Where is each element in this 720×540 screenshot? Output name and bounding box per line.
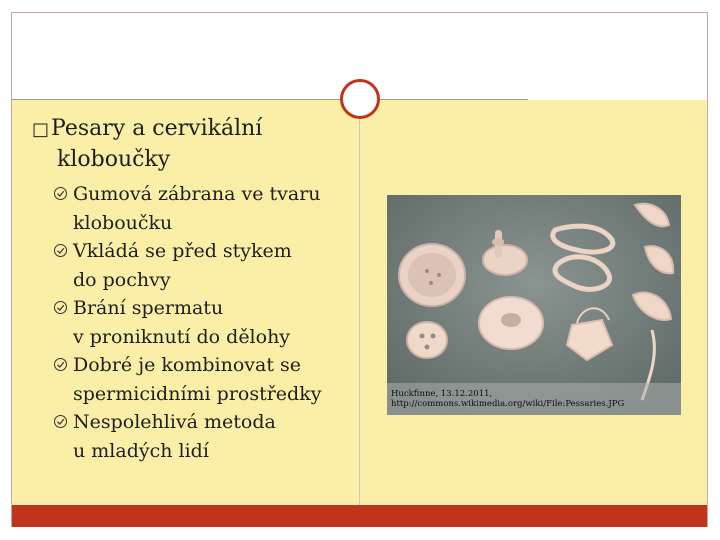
bullet-line-2: v proniknutí do dělohy — [73, 325, 291, 348]
bullet-line-2: u mladých lidí — [73, 439, 209, 462]
circle-check-bullet-icon — [53, 300, 68, 315]
column-divider — [359, 118, 360, 505]
bullet-line-1: Brání spermatu — [73, 297, 224, 319]
caption-line-1: Huckfinne, 13.12.2011, — [391, 389, 493, 399]
circle-ornament-icon — [340, 79, 380, 119]
bullet-item — [53, 408, 353, 465]
circle-check-bullet-icon — [53, 357, 68, 372]
heading-line-1: Pesary a cervikální — [51, 116, 263, 141]
bullet-line-2: kloboučku — [73, 211, 173, 234]
section-heading — [32, 114, 352, 175]
square-bullet-icon: □ — [32, 119, 50, 140]
pessaries-illustration — [387, 195, 681, 415]
bullet-line-1: Gumová zábrana ve tvaru — [73, 183, 321, 205]
circle-check-bullet-icon — [53, 186, 68, 201]
bullet-item — [53, 294, 353, 351]
bullet-item — [53, 351, 353, 408]
circle-check-bullet-icon — [53, 414, 68, 429]
photo-caption — [391, 389, 624, 409]
title-divider-right — [380, 99, 528, 100]
bullet-list — [53, 180, 353, 465]
bullet-line-2: spermicidními prostředky — [73, 382, 322, 405]
heading-line-2: kloboučky — [57, 147, 171, 172]
bullet-line-1: Nespolehlivá metoda — [73, 411, 276, 433]
circle-check-bullet-icon — [53, 243, 68, 258]
pessaries-photo — [387, 195, 681, 415]
title-divider-left — [12, 99, 342, 100]
bullet-item — [53, 237, 353, 294]
bullet-item — [53, 180, 353, 237]
bullet-line-2: do pochvy — [73, 268, 171, 291]
bullet-line-1: Dobré je kombinovat se — [73, 354, 301, 376]
footer-bar — [12, 505, 707, 527]
caption-line-2: http://commons.wikimedia.org/wiki/File:Pessaries.JPG — [391, 399, 625, 409]
bullet-line-1: Vkládá se před stykem — [73, 240, 292, 262]
